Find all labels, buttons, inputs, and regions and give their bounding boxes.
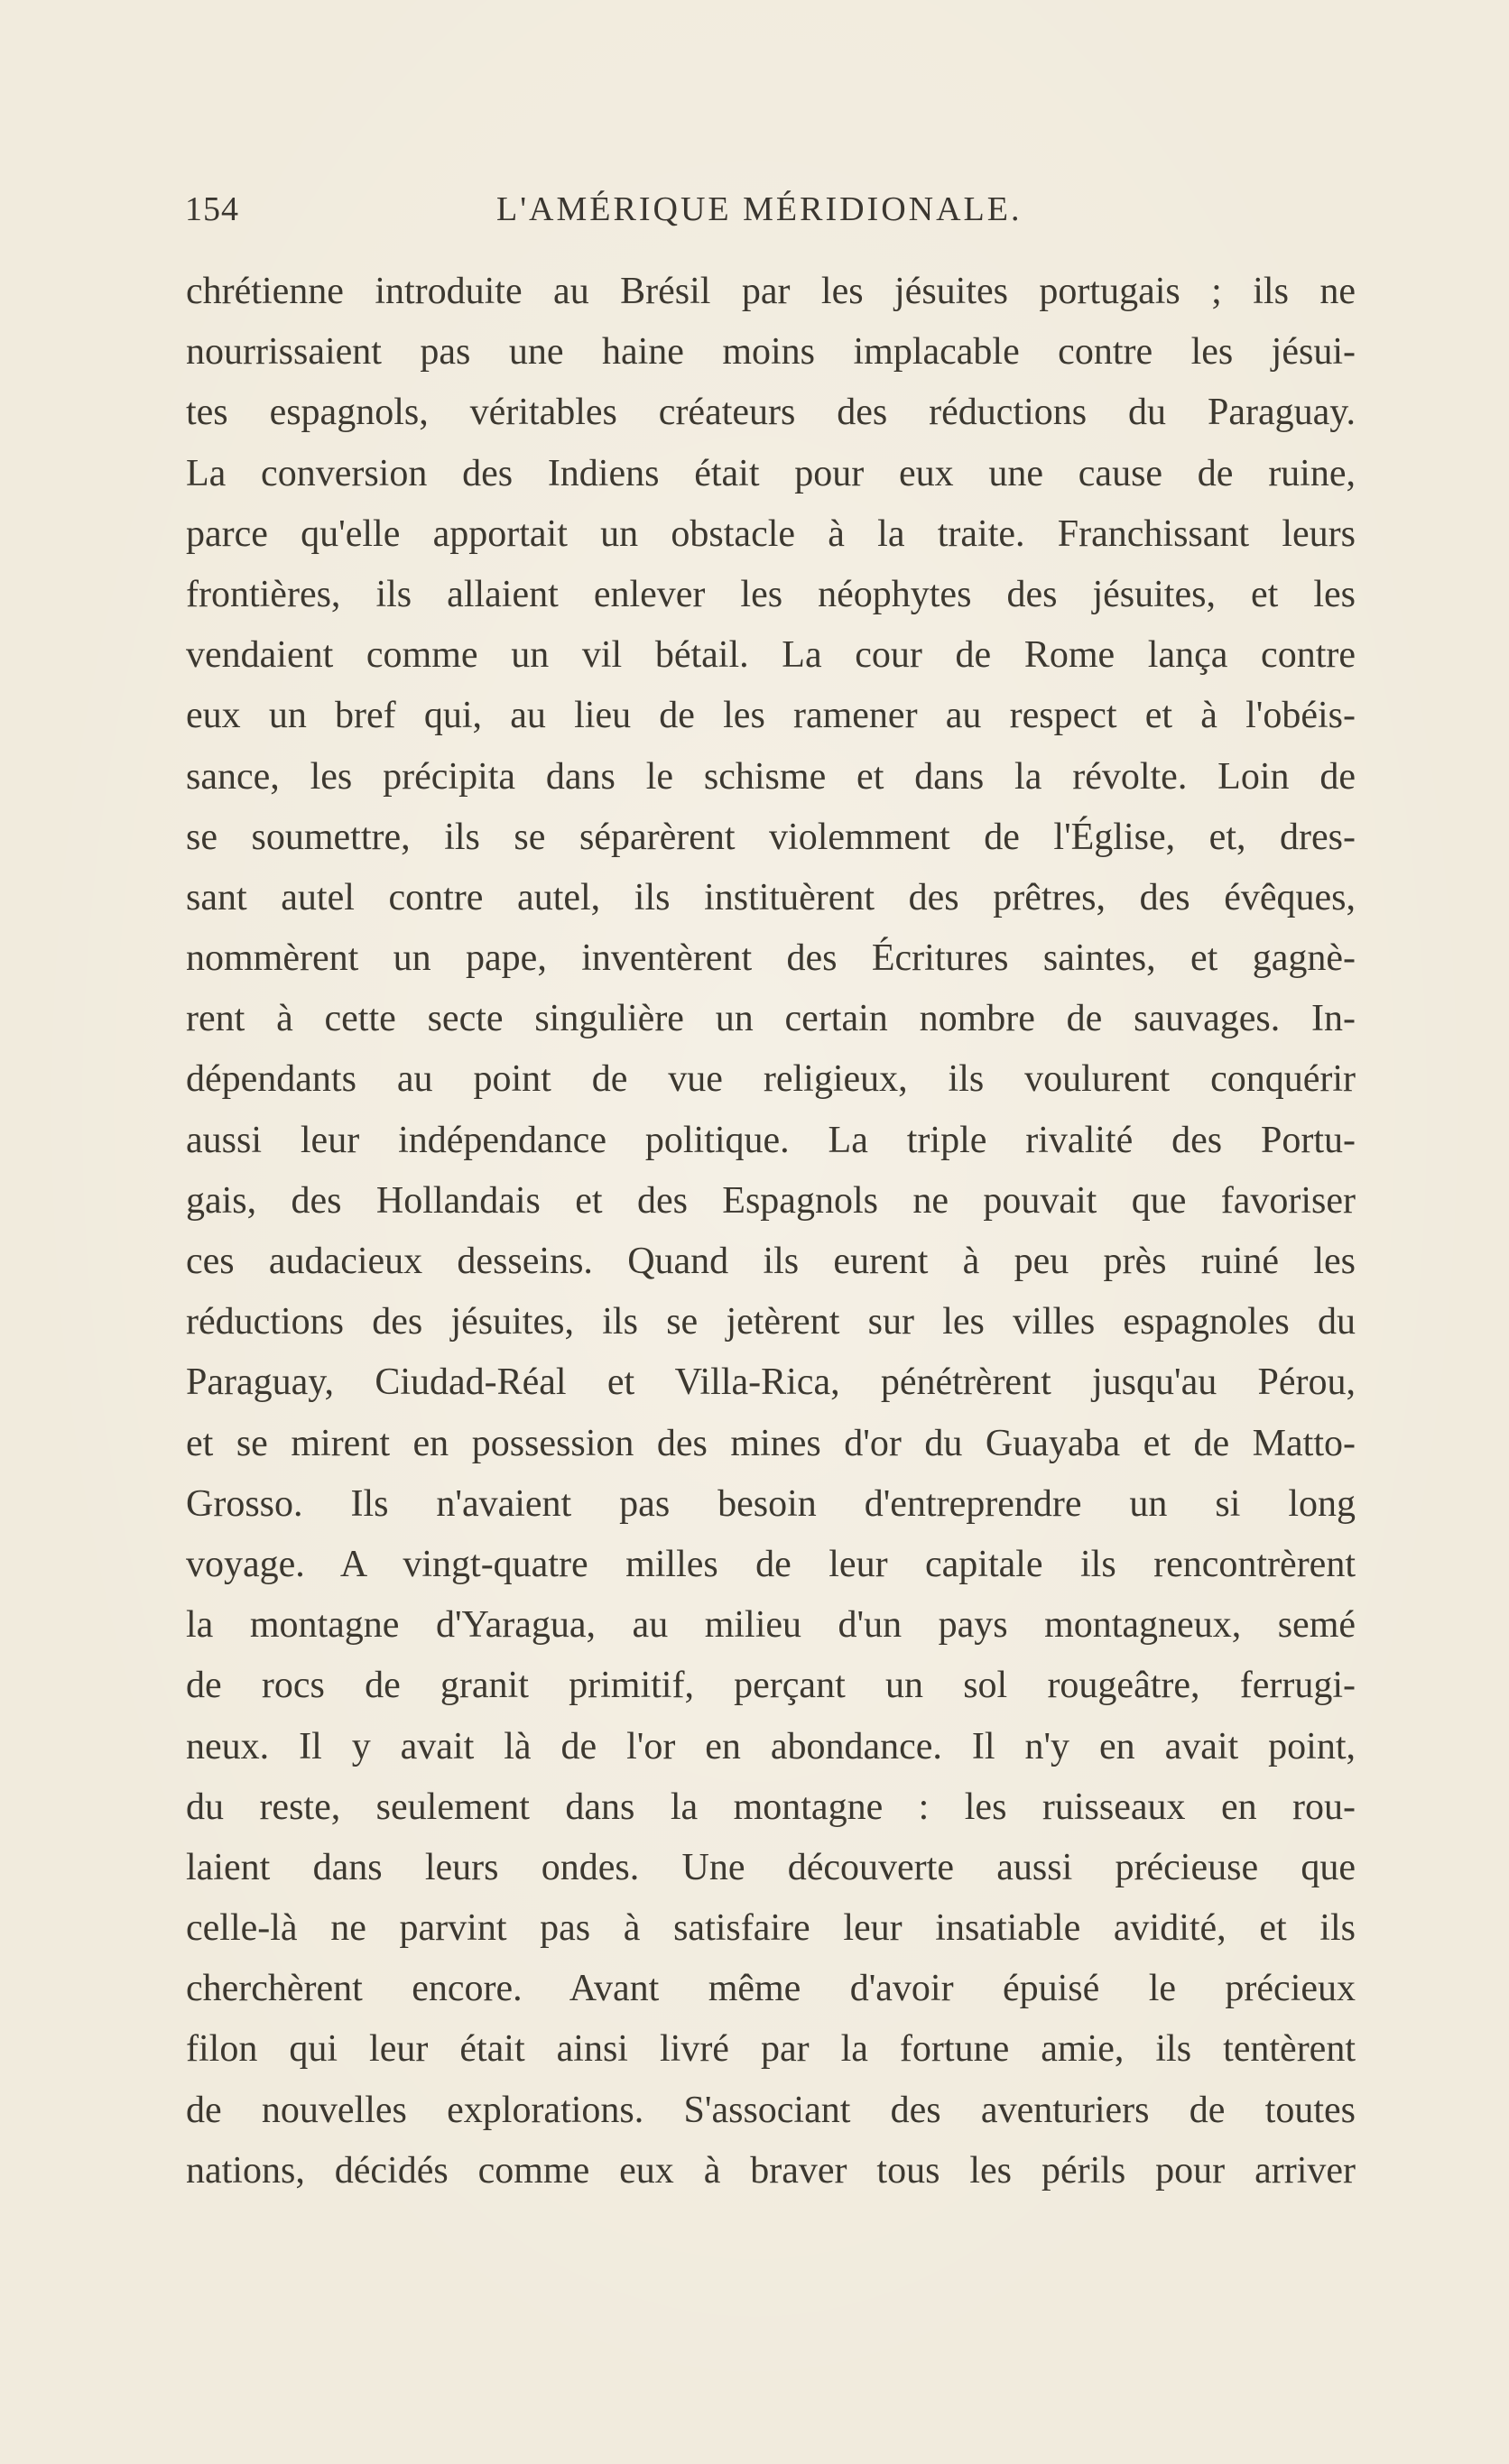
text-line: Grosso. Ils n'avaient pas besoin d'entreprendre un si long [186,1482,1356,1525]
text-line: filon qui leur était ainsi livré par la fortune amie, ils tentèrent [186,2028,1356,2071]
text-line: celle-là ne parvint pas à satisfaire leur insatiable avidité, et ils [186,1907,1356,1950]
text-line: nommèrent un pape, inventèrent des Écritures saintes, et gagnè- [186,937,1356,980]
text-line: eux un bref qui, au lieu de les ramener au respect et à l'obéis- [186,695,1356,737]
text-line: aussi leur indépendance politique. La triple rivalité des Portu- [186,1119,1356,1161]
text-line: laient dans leurs ondes. Une découverte aussi précieuse que [186,1846,1356,1888]
text-line: tes espagnols, véritables créateurs des réductions du Paraguay. [186,392,1356,434]
text-line: se soumettre, ils se séparèrent violemment de l'Église, et, dres- [186,816,1356,858]
text-line: nourrissaient pas une haine moins implacable contre les jésui- [186,331,1356,374]
body-text [186,262,1356,2201]
text-line: de rocs de granit primitif, perçant un sol rougeâtre, ferrugi- [186,1665,1356,1707]
text-line: La conversion des Indiens était pour eux une cause de ruine, [186,452,1356,494]
text-line: voyage. A vingt-quatre milles de leur capitale ils rencontrèrent [186,1543,1356,1585]
text-line: chrétienne introduite au Brésil par les jésuites portugais ; ils ne [186,271,1356,312]
text-line: Paraguay, Ciudad-Réal et Villa-Rica, pénétrèrent jusqu'au Pérou, [186,1361,1356,1404]
text-line: frontières, ils allaient enlever les néophytes des jésuites, et les [186,573,1356,615]
text-line: rent à cette secte singulière un certain nombre de sauvages. In- [186,998,1356,1040]
text-line: de nouvelles explorations. S'associant des aventuriers de toutes [186,2089,1356,2131]
text-line: parce qu'elle apportait un obstacle à la traite. Franchissant leurs [186,512,1356,555]
text-line: du reste, seulement dans la montagne : les ruisseaux en rou- [186,1786,1356,1828]
text-line: et se mirent en possession des mines d'or du Guayaba et de Matto- [186,1422,1356,1464]
text-line: nations, décidés comme eux à braver tous les périls pour arriver [186,2149,1356,2192]
page-number: 154 [185,190,239,228]
text-line: la montagne d'Yaragua, au milieu d'un pays montagneux, semé [186,1604,1356,1647]
text-line: neux. Il y avait là de l'or en abondance. Il n'y en avait point, [186,1725,1356,1767]
text-line: vendaient comme un vil bétail. La cour de Rome lança contre [186,634,1356,677]
text-line: sance, les précipita dans le schisme et dans la révolte. Loin de [186,755,1356,798]
text-line: sant autel contre autel, ils instituèrent des prêtres, des évêques, [186,876,1356,918]
page-header [185,189,1358,244]
running-title: L'AMÉRIQUE MÉRIDIONALE. [496,190,1023,228]
text-line: ces audacieux desseins. Quand ils eurent à peu près ruiné les [186,1241,1356,1282]
text-line: gais, des Hollandais et des Espagnols ne pouvait que favoriser [186,1179,1356,1222]
text-line: cherchèrent encore. Avant même d'avoir épuisé le précieux [186,1968,1356,2010]
text-line: dépendants au point de vue religieux, ils voulurent conquérir [186,1058,1356,1101]
text-line: réductions des jésuites, ils se jetèrent sur les villes espagnoles du [186,1301,1356,1343]
